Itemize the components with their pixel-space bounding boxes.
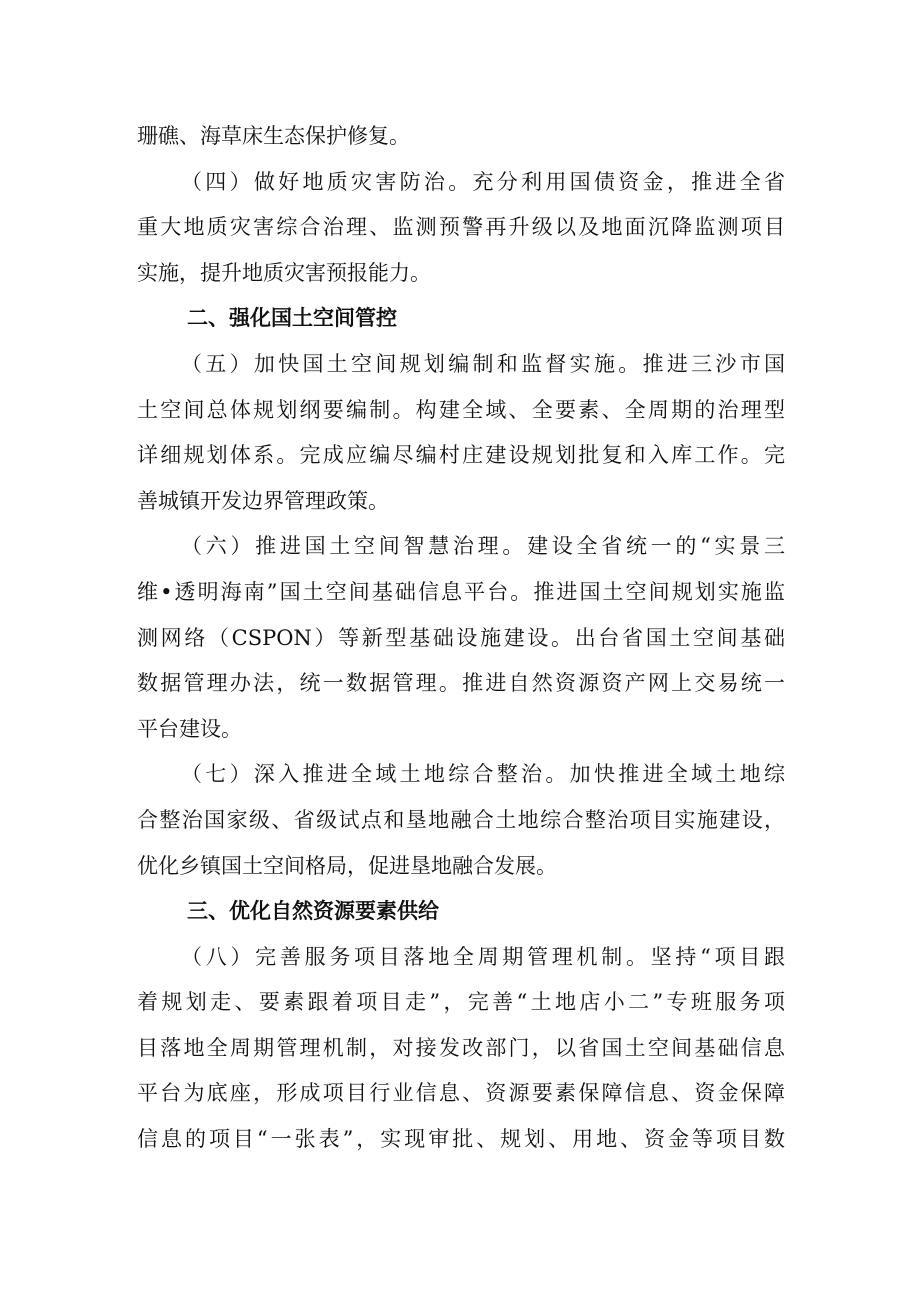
text-line: 着规划走、要素跟着项目走”，完善“土地店小二”专班服务项 — [137, 990, 785, 1015]
text-line: 测网络（CSPON）等新型基础设施建设。出台省国土空间基础 — [137, 625, 785, 650]
text-line: 珊礁、海草床生态保护修复。 — [137, 124, 410, 148]
paragraph-8-start: （八）完善服务项目落地全周期管理机制。坚持“项目跟 — [181, 944, 785, 969]
section-heading-3: 三、优化自然资源要素供给 — [187, 899, 439, 924]
text-line: 数据管理办法，统一数据管理。推进自然资源资产网上交易统一 — [137, 671, 785, 696]
text-line: 目落地全周期管理机制，对接发改部门，以省国土空间基础信息 — [137, 1035, 785, 1060]
text-line: 信息的项目“一张表”，实现审批、规划、用地、资金等项目数 — [137, 1127, 785, 1152]
paragraph-7-start: （七）深入推进全域土地综合整治。加快推进全域土地综 — [181, 762, 785, 787]
text-line: 维•透明海南”国土空间基础信息平台。推进国土空间规划实施监 — [137, 579, 785, 604]
section-heading-2: 二、强化国土空间管控 — [187, 306, 397, 331]
text-line: 合整治国家级、省级试点和垦地融合土地综合整治项目实施建设， — [137, 807, 785, 832]
text-line: 善城镇开发边界管理政策。 — [137, 488, 389, 513]
document-body — [137, 114, 785, 1163]
text-line: 详细规划体系。完成应编尽编村庄建设规划批复和入库工作。完 — [137, 443, 785, 468]
text-line: 平台为底座，形成项目行业信息、资源要素保障信息、资金保障 — [137, 1081, 785, 1106]
paragraph-5-start: （五）加快国土空间规划编制和监督实施。推进三沙市国 — [181, 351, 785, 376]
text-line: 土空间总体规划纲要编制。构建全域、全要素、全周期的治理型 — [137, 397, 785, 422]
text-line: 平台建设。 — [137, 716, 242, 741]
text-line: 重大地质灾害综合治理、监测预警再升级以及地面沉降监测项目 — [137, 215, 785, 240]
text-line: 实施，提升地质灾害预报能力。 — [137, 260, 431, 285]
text-line: 优化乡镇国土空间格局，促进垦地融合发展。 — [137, 853, 557, 878]
paragraph-4-start: （四）做好地质灾害防治。充分利用国债资金，推进全省 — [181, 169, 785, 194]
paragraph-6-start: （六）推进国土空间智慧治理。建设全省统一的“实景三 — [181, 534, 785, 559]
